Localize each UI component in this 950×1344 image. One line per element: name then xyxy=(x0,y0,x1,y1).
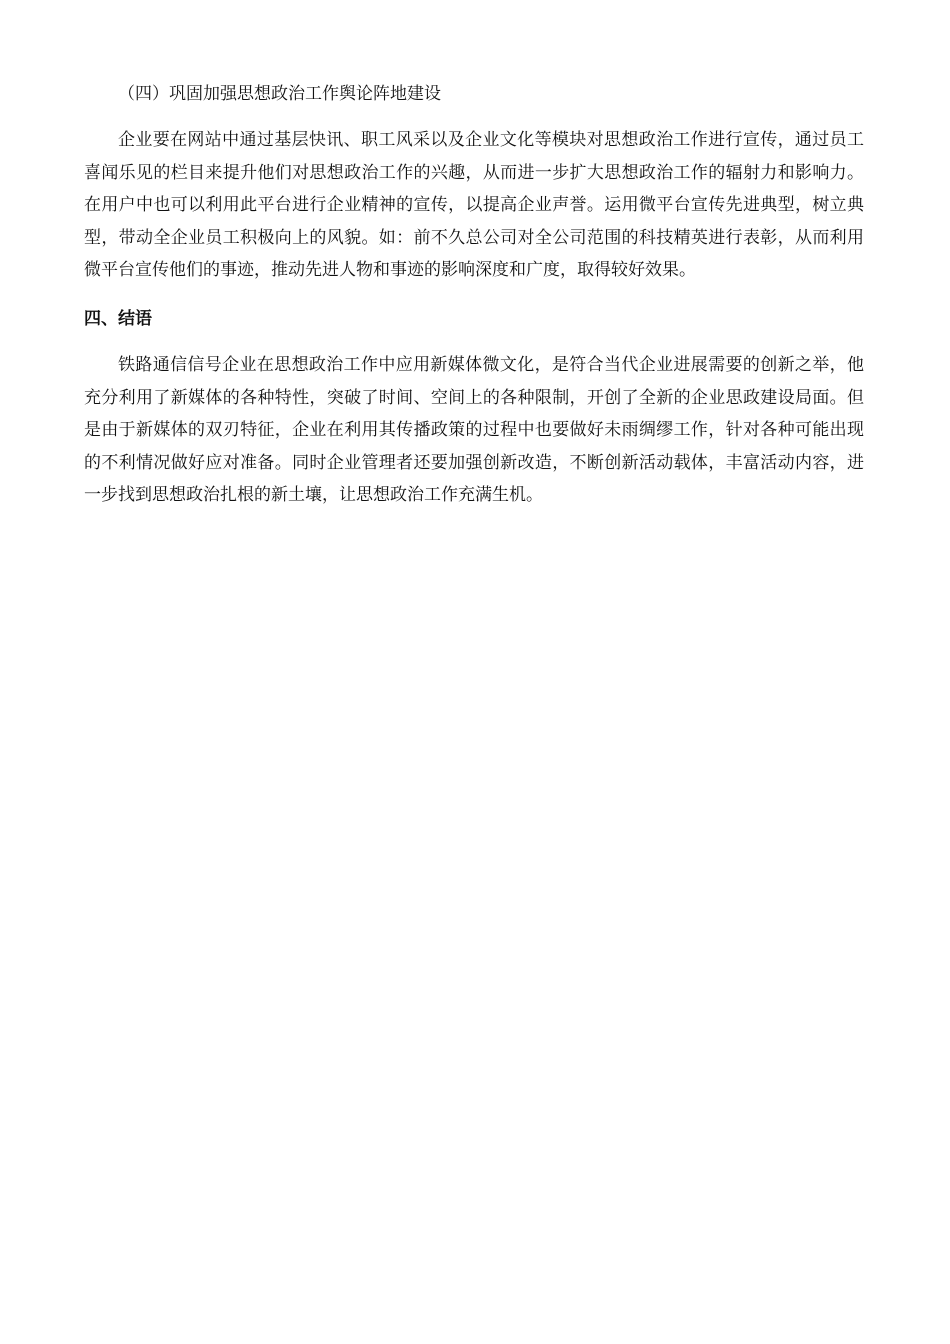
conclusion-paragraph: 铁路通信信号企业在思想政治工作中应用新媒体微文化，是符合当代企业进展需要的创新之举，他充分利用了新媒体的各种特性，突破了时间、空间上的各种限制，开创了全新的企业思政建设局面。但是由于新媒体的双刃特征，企业在利用其传播政策的过程中也要做好未雨绸缪工作，针对各种可能出现的不利情况做好应对准备。同时企业管理者还要加强创新改造，不断创新活动载体，丰富活动内容，进一步找到思想政治扎根的新土壤，让思想政治工作充满生机。 xyxy=(84,354,864,506)
conclusion-heading: 四、结语 xyxy=(84,308,152,329)
document-page xyxy=(84,78,864,512)
section-subheading: （四）巩固加强思想政治工作舆论阵地建设 xyxy=(118,84,441,104)
section-paragraph: 企业要在网站中通过基层快讯、职工风采以及企业文化等模块对思想政治工作进行宣传，通过员工喜闻乐见的栏目来提升他们对思想政治工作的兴趣，从而进一步扩大思想政治工作的辐射力和影响力。在用户中也可以利用此平台进行企业精神的宣传，以提高企业声誉。运用微平台宣传先进典型，树立典型，带动全企业员工积极向上的风貌。如：前不久总公司对全公司范围的科技精英进行表彰，从而利用微平台宣传他们的事迹，推动先进人物和事迹的影响深度和广度，取得较好效果。 xyxy=(84,130,864,281)
